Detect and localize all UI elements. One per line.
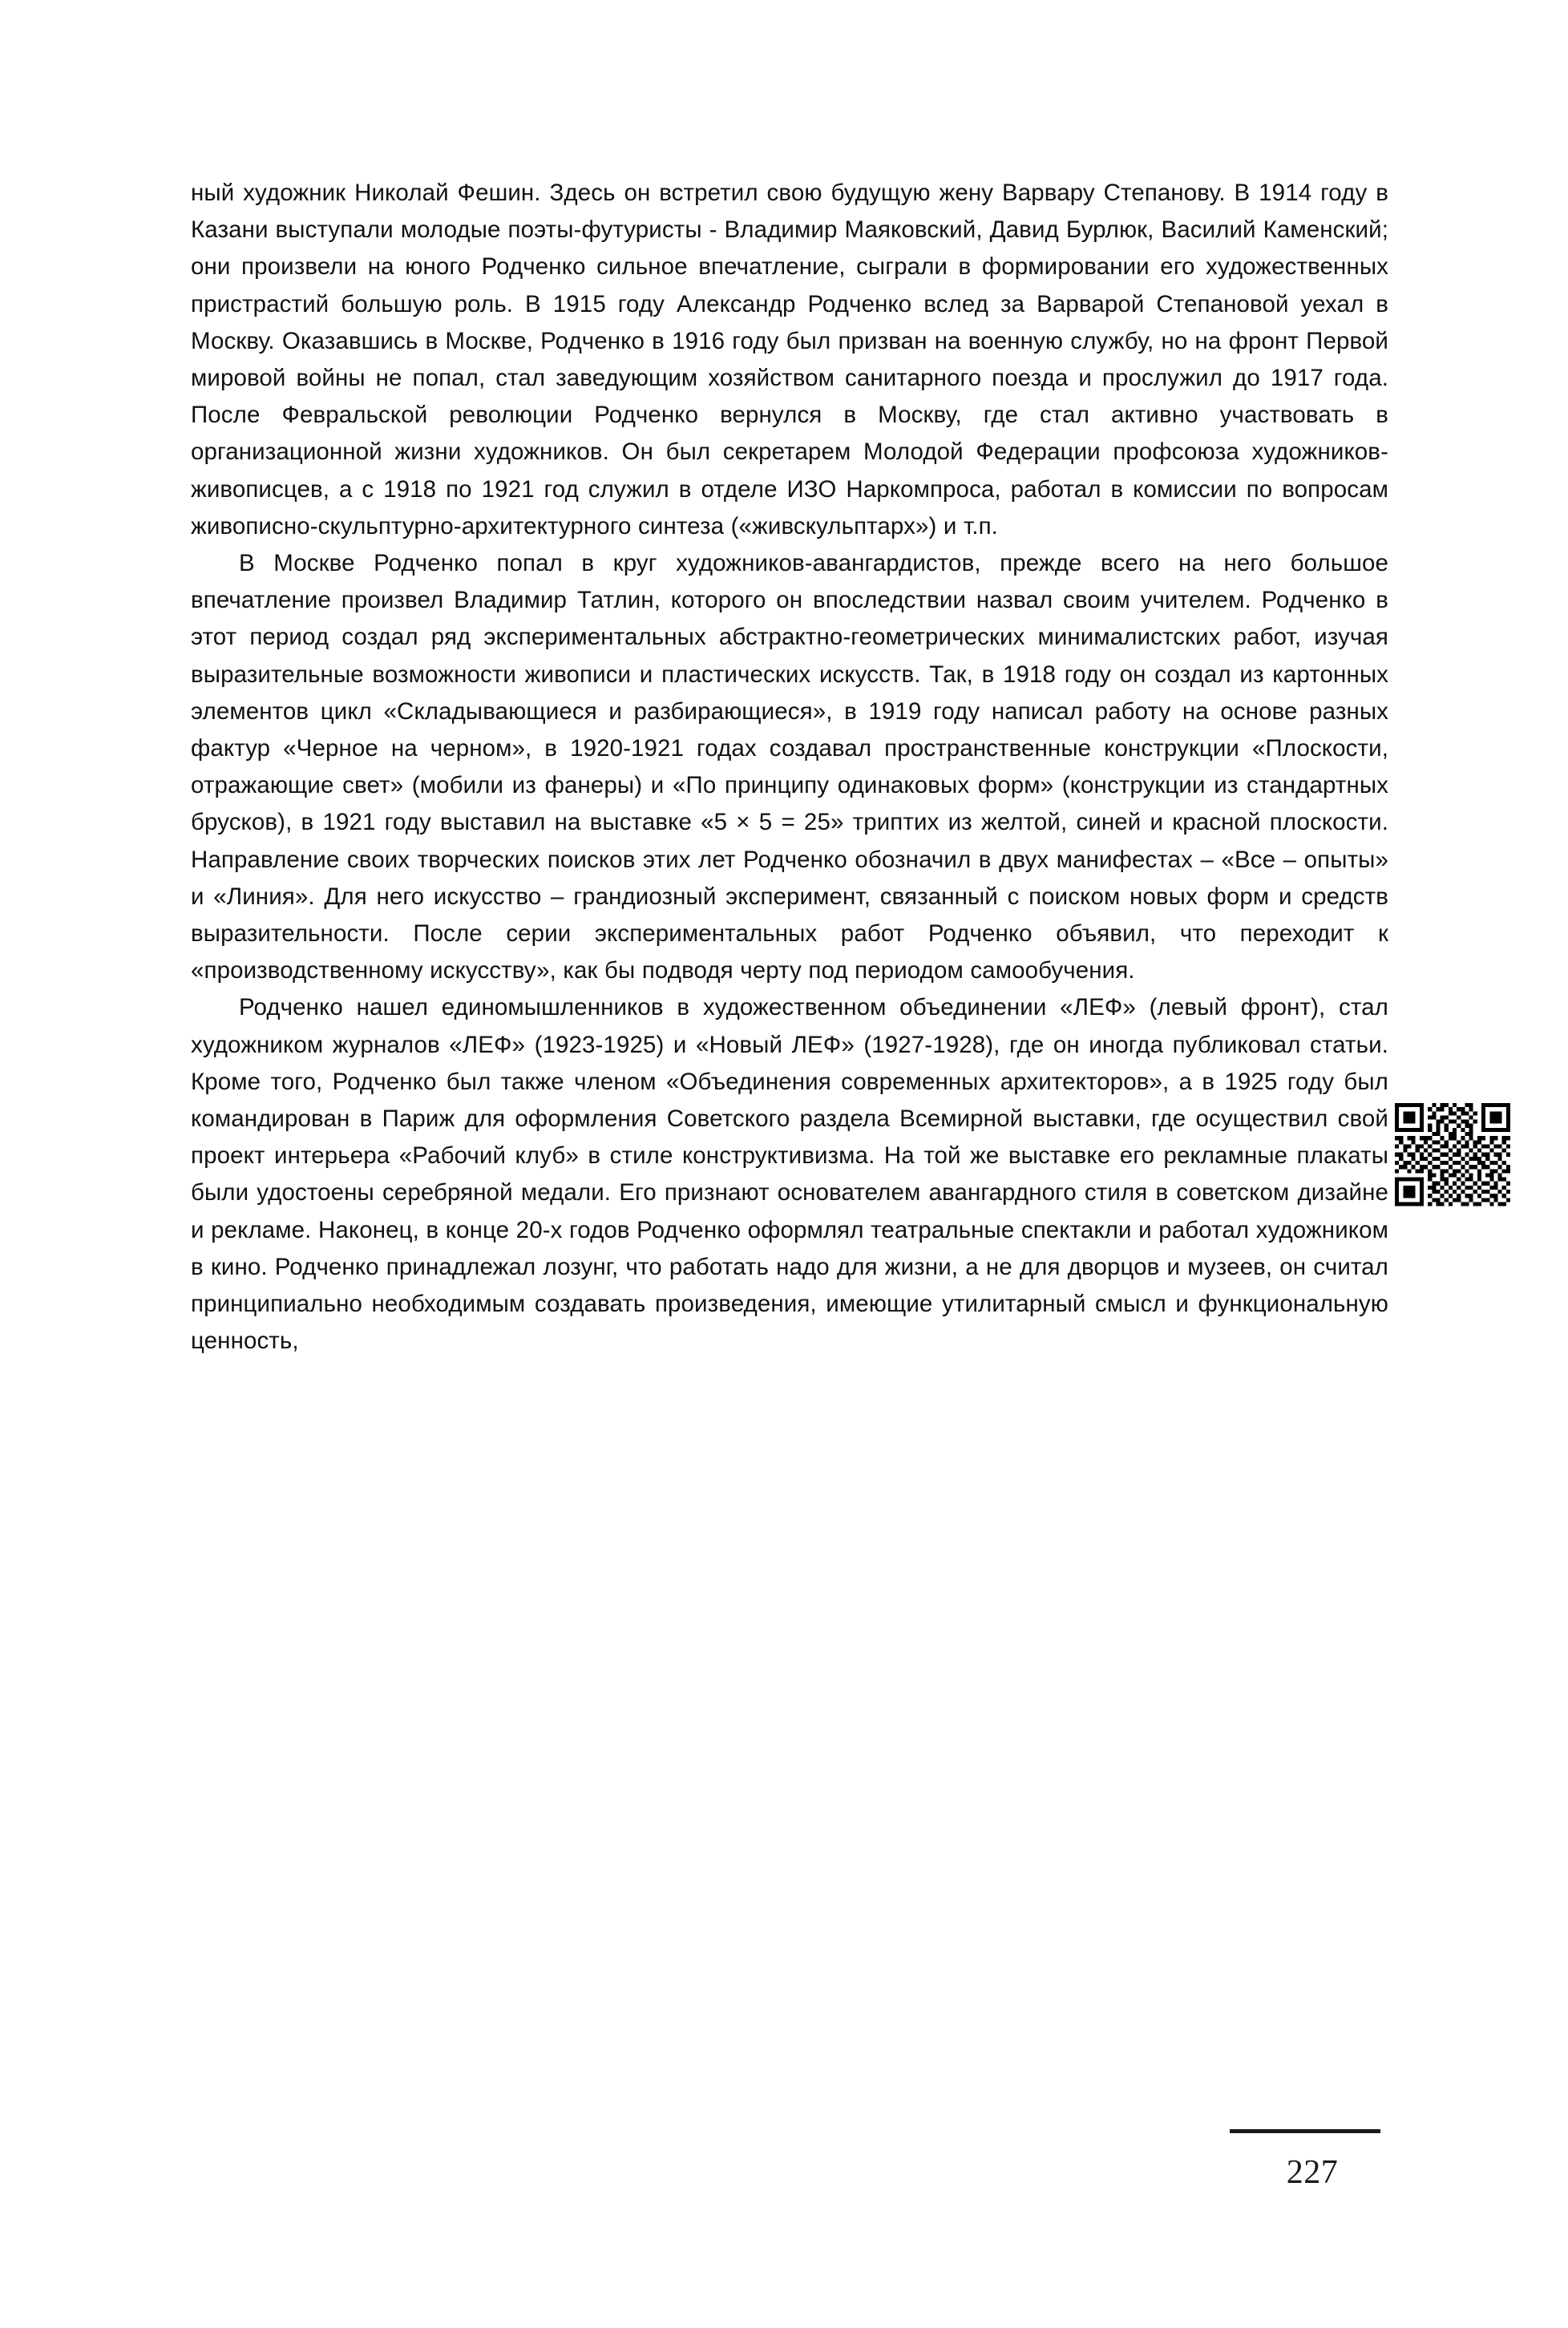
paragraph-lef-and-design: Родченко нашел единомышленников в художественном объединении «ЛЕФ» (левый фронт), стал художником журналов «ЛЕФ» (1923-1925) и «Новый ЛЕФ» (1927-1928), где он иногда публиковал статьи. Кроме того, Родченко был также членом «Объединения современных архитекторов», а в 1925 году был командирован в Париж для оформления Советского раздела Всемирной выставки, где осуществил свой проект интерьера «Рабочий клуб» в стиле конструктивизма. На той же выставке его рекламные плакаты были удостоены серебряной медали. Его признают основателем авангардного стиля в советском дизайне и рекламе. Наконец, в конце 20-х годов Родченко оформлял театральные спектакли и работал художником в кино. Родченко принадлежал лозунг, что работать надо для жизни, а не для дворцов и музеев, он считал принципиально необходимым создавать произведения, имеющие утилитарный смысл и функциональную ценность,: [191, 994, 1388, 1355]
qr-code-icon: [1395, 1103, 1510, 1219]
footer-rule: [1230, 2129, 1380, 2133]
paragraph-moscow-avantgarde: В Москве Родченко попал в круг художников-авангардистов, прежде всего на него большое впечатление произвел Владимир Татлин, которого он впоследствии назвал своим учителем. Родченко в этот период создал ряд экспериментальных абстрактно-геометрических минималистских работ, изучая выразительные возможности живописи и пластических искусств. Так, в 1918 году он создал из картонных элементов цикл «Складывающиеся и разбирающиеся», в 1919 году написал работу на основе разных фактур «Черное на черном», в 1920-1921 годах создавал пространственные конструкции «Плоскости, отражающие свет» (мобили из фанеры) и «По принципу одинаковых форм» (конструкции из стандартных брусков), в 1921 году выставил на выставке «5 × 5 = 25» триптих из желтой, синей и красной плоскости. Направление своих творческих поисков этих лет Родченко обозначил в двух манифестах – «Все – опыты» и «Линия». Для него искусство – грандиозный эксперимент, связанный с поиском новых форм и средств выразительности. После серии экспериментальных работ Родченко объявил, что переходит к «производственному искусству», как бы подводя черту под периодом самообучения.: [191, 550, 1388, 984]
qr-code[interactable]: [1395, 1103, 1510, 1219]
paragraph-continued-biography: ный художник Николай Фешин. Здесь он встретил свою будущую жену Варвару Степанову. В 1914 году в Казани выступали молодые поэты-футуристы - Владимир Маяковский, Давид Бурлюк, Василий Каменский; они произвели на юного Родченко сильное впечатление, сыграли в формировании его художественных пристрастий большую роль. В 1915 году Александр Родченко вслед за Варварой Степановой уехал в Москву. Оказавшись в Москве, Родченко в 1916 году был призван на военную службу, но на фронт Первой мировой войны не попал, стал заведующим хозяйством санитарного поезда и прослужил до 1917 года. После Февральской революции Родченко вернулся в Москву, где стал активно участвовать в организационной жизни художников. Он был секретарем Молодой Федерации профсоюза художников-живописцев, а с 1918 по 1921 год служил в отделе ИЗО Наркомпроса, работал в комиссии по вопросам живописно-скульптурно-архитектурного синтеза («живскульптарх») и т.п.: [191, 180, 1388, 540]
body-text-column: [191, 175, 1388, 1360]
page-footer: [1230, 2129, 1390, 2191]
page-number: 227: [1286, 2154, 1339, 2191]
